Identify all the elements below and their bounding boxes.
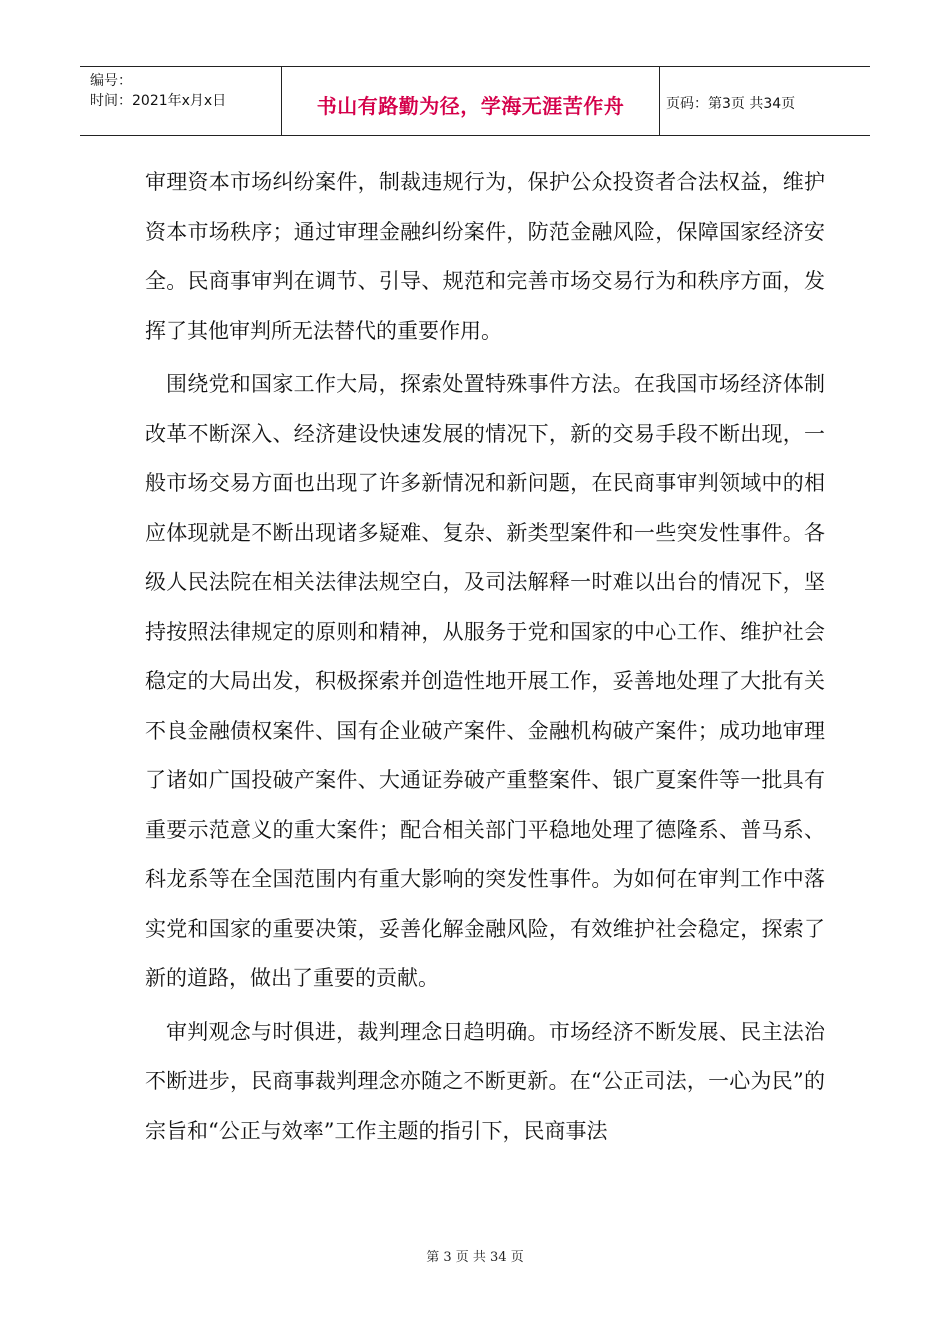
body-paragraph-1: 审理资本市场纠纷案件，制裁违规行为，保护公众投资者合法权益，维护资本市场秩序；通过审理金融纠纷案件，防范金融风险，保障国家经济安全。民商事审判在调节、引导、规范和完善市场交易行为和秩序方面，发挥了其他审判所无法替代的重要作用。 xyxy=(145,170,825,343)
page-header xyxy=(80,66,870,136)
body-paragraph-2: 围绕党和国家工作大局，探索处置特殊事件方法。在我国市场经济体制改革不断深入、经济建设快速发展的情况下，新的交易手段不断出现，一般市场交易方面也出现了许多新情况和新问题，在民商事审判领域中的相应体现就是不断出现诸多疑难、复杂、新类型案件和一些突发性事件。各级人民法院在相关法律法规空白，及司法解释一时难以出台的情况下，坚持按照法律规定的原则和精神，从服务于党和国家的中心工作、维护社会稳定的大局出发，积极探索并创造性地开展工作，妥善地处理了大批有关不良金融债权案件、国有企业破产案件、金融机构破产案件；成功地审理了诸如广国投破产案件、大通证券破产重整案件、银广夏案件等一批具有重要示范意义的重大案件；配合相关部门平稳地处理了德隆系、普马系、科龙系等在全国范围内有重大影响的突发性事件。为如何在审判工作中落实党和国家的重要决策，妥善化解金融风险，有效维护社会稳定，探索了新的道路，做出了重要的贡献。 xyxy=(145,372,825,990)
header-motto: 书山有路勤为径，学海无涯苦作舟 xyxy=(316,93,625,118)
document-number-label: 编号： xyxy=(90,73,132,89)
body-paragraph-3: 审判观念与时俱进，裁判理念日趋明确。市场经济不断发展、民主法治不断进步，民商事裁判理念亦随之不断更新。在“公正司法，一心为民”的宗旨和“公正与效率”工作主题的指引下，民商事法 xyxy=(145,1019,825,1143)
document-date-label: 时间：2021年x月x日 xyxy=(90,93,227,109)
header-motto-cell xyxy=(282,67,660,135)
header-meta xyxy=(80,67,282,135)
footer-page-number: 第 3 页 共 34 页 xyxy=(426,1250,524,1265)
document-body xyxy=(145,158,825,1156)
page-footer xyxy=(0,1246,950,1265)
header-page-info-cell xyxy=(660,69,870,137)
header-page-info: 页码：第3页 共34页 xyxy=(666,96,796,112)
